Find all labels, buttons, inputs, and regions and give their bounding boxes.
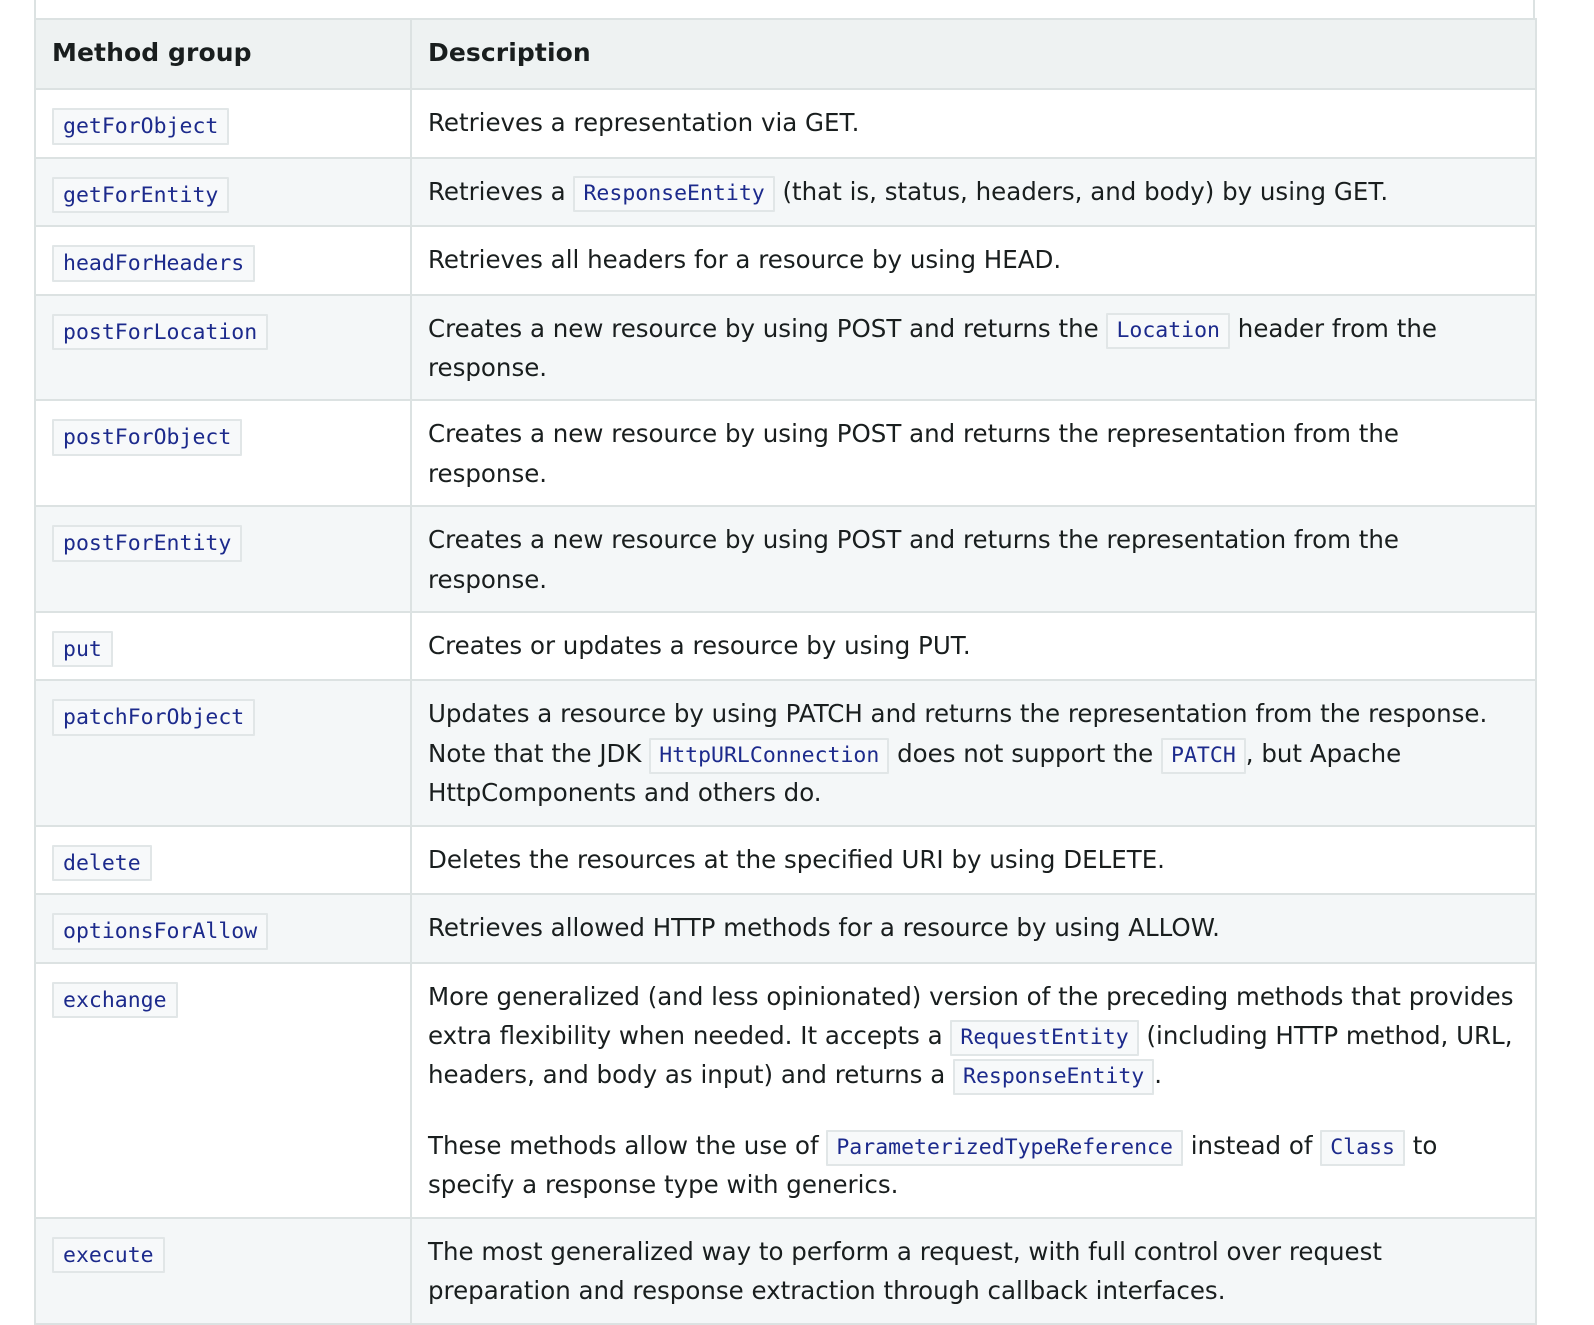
description-cell [411,158,1536,227]
table-row [35,680,1536,825]
description-text: Deletes the resources at the specified URI by using DELETE. [428,844,1165,874]
table-row [35,295,1536,401]
description-text: Retrieves a [428,176,574,206]
description-text: More generalized (and less opinionated) version of the preceding methods that provides extra flexibility when needed. It accepts a [428,981,1514,1051]
method-name: delete [52,845,152,882]
inline-code: Location [1106,313,1230,349]
table-header-row [35,19,1536,89]
method-cell [35,963,411,1218]
table-row [35,894,1536,963]
description-cell [411,894,1536,963]
description-text: to specify a response type with generics. [428,1130,1438,1200]
method-cell [35,295,411,401]
description-text: Creates or updates a resource by using PUT. [428,630,971,660]
description-cell [411,89,1536,158]
table-row [35,226,1536,295]
inline-code: PATCH [1161,738,1246,774]
table-row [35,963,1536,1218]
method-cell [35,826,411,895]
description-text: Retrieves allowed HTTP methods for a resource by using ALLOW. [428,913,1220,943]
method-cell [35,894,411,963]
description-text: Updates a resource by using PATCH and returns the representation from the response. Note that the JDK [428,699,1488,768]
method-cell [35,400,411,506]
method-name: getForObject [52,108,229,145]
description-paragraph [428,1126,1519,1205]
description-text: Creates a new resource by using POST and returns the representation from the response. [428,525,1399,594]
method-cell [35,612,411,681]
description-text: Retrieves a representation via GET. [428,108,860,137]
description-text: These methods allow the use of [428,1130,827,1160]
description-text: Creates a new resource by using POST and returns the [428,313,1107,343]
description-cell [411,295,1536,401]
description-cell [411,506,1536,612]
method-cell [35,89,411,158]
method-name: exchange [52,982,178,1019]
description-text: . [1154,1060,1163,1090]
method-table [34,18,1537,1325]
table-row [35,158,1536,227]
method-cell [35,226,411,295]
method-cell [35,506,411,612]
method-name: headForHeaders [52,245,255,282]
description-cell [411,400,1536,506]
inline-code: ParameterizedTypeReference [826,1130,1183,1166]
description-text: (that is, status, headers, and body) by using GET. [774,176,1389,206]
method-cell [35,680,411,825]
description-cell [411,680,1536,825]
table-row [35,89,1536,158]
table-row [35,400,1536,506]
method-name: patchForObject [52,699,255,736]
method-name: postForEntity [52,525,242,562]
inline-code: RequestEntity [950,1020,1138,1056]
method-name: postForLocation [52,314,268,351]
inline-code: Class [1320,1130,1405,1166]
description-text: Retrieves all headers for a resource by using HEAD. [428,245,1062,274]
method-name: optionsForAllow [52,913,268,950]
method-name: getForEntity [52,177,229,214]
table-frame-top [34,0,1535,20]
method-name: execute [52,1237,165,1274]
description-text: header from the response. [428,313,1437,382]
description-text: instead of [1182,1130,1321,1160]
header-method-group: Method group [35,19,411,89]
description-text: , but Apache HttpComponents and others do. [428,738,1402,808]
description-cell [411,826,1536,895]
description-text: (including HTTP method, URL, headers, and body as input) and returns a [428,1021,1513,1090]
inline-code: ResponseEntity [573,176,774,212]
description-cell [411,612,1536,681]
method-name: postForObject [52,419,242,456]
header-description: Description [411,19,1536,89]
description-cell [411,226,1536,295]
table-row [35,506,1536,612]
description-text: The most generalized way to perform a request, with full control over request preparation and response extraction through callback interfaces. [428,1236,1382,1306]
method-name: put [52,631,113,668]
inline-code: ResponseEntity [953,1059,1154,1095]
method-cell [35,158,411,227]
inline-code: HttpURLConnection [649,738,889,774]
description-text: does not support the [889,738,1162,768]
description-text: Creates a new resource by using POST and returns the representation from the response. [428,419,1399,488]
description-cell [411,963,1536,1218]
table-row [35,826,1536,895]
table-row [35,612,1536,681]
